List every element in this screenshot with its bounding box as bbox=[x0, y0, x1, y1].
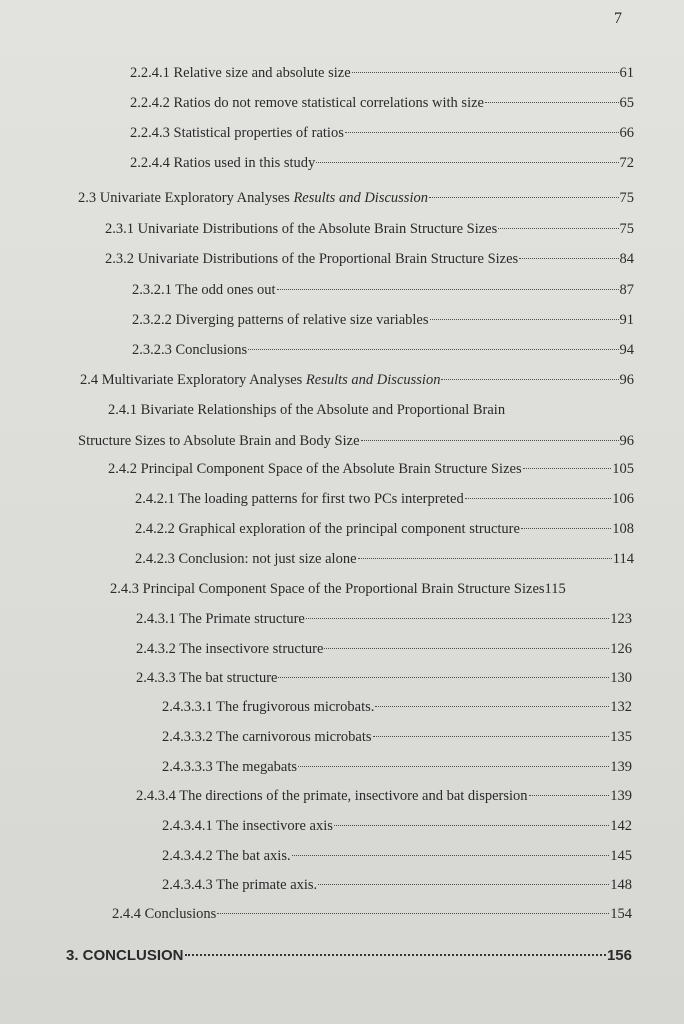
leader-dots bbox=[441, 379, 618, 380]
leader-dots bbox=[361, 440, 619, 441]
toc-entry-label bbox=[78, 187, 428, 209]
leader-dots bbox=[498, 228, 618, 229]
page-number: 7 bbox=[614, 10, 622, 27]
toc-entry[interactable] bbox=[130, 122, 634, 144]
toc-entry-page: 96 bbox=[619, 433, 634, 449]
leader-dots bbox=[429, 197, 619, 198]
toc-entry-page: 94 bbox=[619, 342, 634, 358]
toc-entry-label: 2.3.2 Univariate Distributions of the Proportional Brain Structure Sizes bbox=[105, 251, 519, 267]
toc-entry[interactable] bbox=[108, 399, 634, 421]
toc-entry-page: 145 bbox=[610, 848, 632, 864]
toc-entry-label: 2.3.2.3 Conclusions bbox=[132, 342, 248, 358]
toc-entry-page: 84 bbox=[619, 251, 634, 267]
leader-dots bbox=[316, 162, 618, 163]
toc-entry-label: 2.3.2.1 The odd ones out bbox=[132, 282, 276, 298]
toc-entry-conclusion[interactable] bbox=[66, 945, 632, 967]
toc-entry[interactable] bbox=[130, 152, 634, 174]
toc-entry-label: 2.2.4.4 Ratios used in this study bbox=[130, 155, 316, 171]
toc-entry-label: 2.4.3.4 The directions of the primate, insectivore and bat dispersion bbox=[136, 788, 528, 804]
toc-entry[interactable] bbox=[135, 518, 634, 540]
leader-dots bbox=[375, 706, 609, 707]
toc-entry-page: 96 bbox=[619, 372, 634, 388]
toc-entry-label: 2.4.2 Principal Component Space of the Absolute Brain Structure Sizes bbox=[108, 461, 522, 477]
leader-dots bbox=[324, 648, 609, 649]
toc-entry-page: 130 bbox=[610, 670, 632, 686]
leader-dots bbox=[529, 795, 610, 796]
toc-entry-page: 114 bbox=[612, 551, 634, 567]
leader-dots bbox=[217, 913, 609, 914]
toc-entry-label: 2.2.4.1 Relative size and absolute size bbox=[130, 65, 351, 81]
toc-entry-page: 132 bbox=[610, 699, 632, 715]
toc-entry[interactable] bbox=[162, 756, 632, 778]
toc-entry[interactable] bbox=[108, 458, 634, 480]
toc-entry-label: 3. CONCLUSION bbox=[66, 947, 184, 964]
toc-entry-page: 106 bbox=[612, 491, 634, 507]
toc-entry[interactable] bbox=[162, 726, 632, 748]
toc-entry-page: 142 bbox=[610, 818, 632, 834]
toc-entry-page: 126 bbox=[610, 641, 632, 657]
toc-entry-page: 156 bbox=[606, 947, 632, 964]
toc-entry-page: 148 bbox=[610, 877, 632, 893]
leader-dots bbox=[318, 884, 609, 885]
leader-dots bbox=[358, 558, 612, 559]
toc-entry[interactable] bbox=[162, 874, 632, 896]
toc-entry-label bbox=[80, 369, 440, 391]
toc-entry-label-text: 2.3 Univariate Exploratory Analyses bbox=[78, 190, 294, 206]
toc-entry-page: 87 bbox=[619, 282, 634, 298]
leader-dots bbox=[523, 468, 612, 469]
toc-entry-page: 154 bbox=[610, 906, 632, 922]
toc-entry[interactable] bbox=[135, 488, 634, 510]
toc-entry-label: 2.4.2.3 Conclusion: not just size alone bbox=[135, 551, 357, 567]
toc-entry-label: Structure Sizes to Absolute Brain and Body Size bbox=[78, 433, 360, 449]
toc-entry-page: 123 bbox=[610, 611, 632, 627]
toc-entry[interactable] bbox=[105, 248, 634, 270]
toc-entry-page: 91 bbox=[619, 312, 634, 328]
leader-dots bbox=[248, 349, 618, 350]
leader-dots bbox=[345, 132, 619, 133]
toc-entry-page: 65 bbox=[619, 95, 634, 111]
toc-entry-label-text: 2.4 Multivariate Exploratory Analyses bbox=[80, 372, 306, 388]
toc-entry[interactable] bbox=[110, 578, 636, 600]
leader-dots bbox=[292, 855, 610, 856]
toc-entry-label: 2.4.3 Principal Component Space of the Proportional Brain Structure Sizes115 bbox=[110, 581, 566, 597]
toc-entry[interactable] bbox=[78, 430, 634, 452]
leader-dots bbox=[352, 72, 619, 73]
toc-entry[interactable] bbox=[132, 279, 634, 301]
toc-entry[interactable] bbox=[80, 369, 634, 391]
toc-entry[interactable] bbox=[136, 608, 632, 630]
toc-entry-label: 2.4.1 Bivariate Relationships of the Absolute and Proportional Brain bbox=[108, 402, 506, 418]
leader-dots bbox=[277, 289, 619, 290]
toc-entry-page: 75 bbox=[619, 221, 634, 237]
leader-dots bbox=[465, 498, 612, 499]
leader-dots bbox=[185, 954, 606, 956]
toc-entry-label: 2.3.1 Univariate Distributions of the Absolute Brain Structure Sizes bbox=[105, 221, 498, 237]
toc-entry[interactable] bbox=[162, 815, 632, 837]
toc-entry-label: 2.4.3.4.2 The bat axis. bbox=[162, 848, 291, 864]
leader-dots bbox=[373, 736, 610, 737]
toc-entry-page: 72 bbox=[619, 155, 634, 171]
toc-entry[interactable] bbox=[112, 903, 632, 925]
toc-entry[interactable] bbox=[130, 92, 634, 114]
toc-entry-label-emphasis: Results and Discussion bbox=[305, 372, 441, 388]
toc-entry[interactable] bbox=[136, 638, 632, 660]
toc-entry-page: 139 bbox=[610, 788, 632, 804]
toc-entry[interactable] bbox=[105, 218, 634, 240]
leader-dots bbox=[278, 677, 609, 678]
toc-entry[interactable] bbox=[136, 785, 632, 807]
toc-entry-label: 2.4.3.3 The bat structure bbox=[136, 670, 278, 686]
toc-entry-label: 2.2.4.3 Statistical properties of ratios bbox=[130, 125, 344, 141]
leader-dots bbox=[521, 528, 611, 529]
toc-entry-label: 2.4.2.2 Graphical exploration of the principal component structure bbox=[135, 521, 520, 537]
toc-entry-label: 2.4.4 Conclusions bbox=[112, 906, 217, 922]
toc-entry[interactable] bbox=[132, 339, 634, 361]
toc-entry-page: 75 bbox=[619, 190, 634, 206]
toc-entry[interactable] bbox=[136, 667, 632, 689]
toc-entry-label: 2.4.3.3.2 The carnivorous microbats bbox=[162, 729, 372, 745]
toc-entry-label: 2.4.3.2 The insectivore structure bbox=[136, 641, 324, 657]
toc-entry-page: 66 bbox=[619, 125, 634, 141]
toc-entry[interactable] bbox=[78, 187, 634, 209]
toc-entry-label: 2.2.4.2 Ratios do not remove statistical correlations with size bbox=[130, 95, 484, 111]
leader-dots bbox=[485, 102, 619, 103]
toc-entry-page: 105 bbox=[612, 461, 634, 477]
toc-entry[interactable] bbox=[132, 309, 634, 331]
toc-entry-label: 2.3.2.2 Diverging patterns of relative size variables bbox=[132, 312, 429, 328]
toc-entry-label: 2.4.3.3.1 The frugivorous microbats. bbox=[162, 699, 375, 715]
leader-dots bbox=[306, 618, 609, 619]
leader-dots bbox=[430, 319, 619, 320]
toc-entry-label: 2.4.3.4.1 The insectivore axis bbox=[162, 818, 333, 834]
leader-dots bbox=[334, 825, 609, 826]
toc-entry-page: 139 bbox=[610, 759, 632, 775]
toc-entry[interactable] bbox=[130, 62, 634, 84]
toc-entry-label-emphasis: Results and Discussion bbox=[293, 190, 428, 206]
toc-entry-label: 2.4.2.1 The loading patterns for first two PCs interpreted bbox=[135, 491, 464, 507]
toc-entry[interactable] bbox=[162, 845, 632, 867]
toc-entry-page: 61 bbox=[619, 65, 634, 81]
toc-entry-label: 2.4.3.1 The Primate structure bbox=[136, 611, 305, 627]
toc-entry-page: 135 bbox=[610, 729, 632, 745]
toc-entry[interactable] bbox=[162, 696, 632, 718]
toc-entry-page: 108 bbox=[612, 521, 634, 537]
leader-dots bbox=[519, 258, 618, 259]
leader-dots bbox=[298, 766, 609, 767]
toc-entry[interactable] bbox=[135, 548, 634, 570]
toc-entry-label: 2.4.3.4.3 The primate axis. bbox=[162, 877, 318, 893]
toc-entry-label: 2.4.3.3.3 The megabats bbox=[162, 759, 298, 775]
